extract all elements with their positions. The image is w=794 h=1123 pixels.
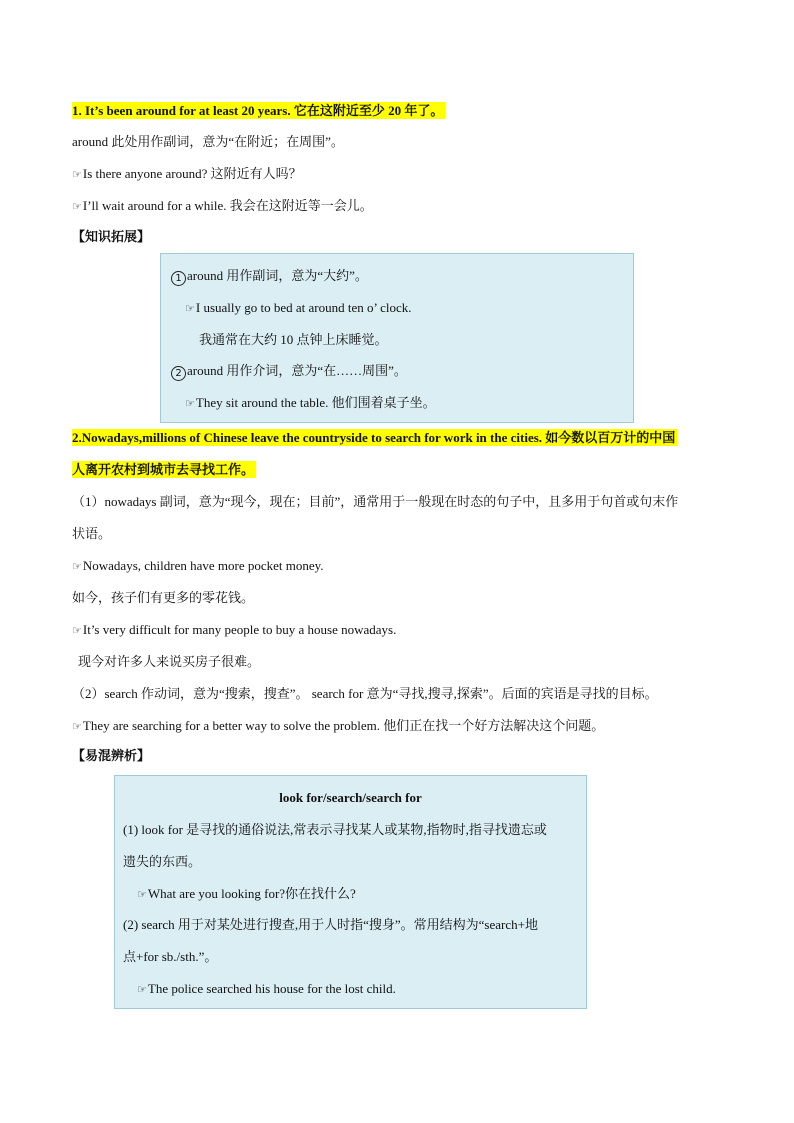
paragraph-text: （1）nowadays 副词，意为“现今，现在；目前”，通常用于一般现在时态的句子中，且多用于句首或句末作 bbox=[72, 494, 679, 509]
comparison-box bbox=[114, 775, 587, 1009]
section-2-title-cont bbox=[72, 461, 256, 479]
box-point bbox=[171, 362, 407, 381]
example-sentence bbox=[185, 299, 412, 318]
example-sentence bbox=[72, 557, 324, 576]
hand-pointer-icon: ☞ bbox=[72, 168, 82, 181]
highlighted-title: 2.Nowadays,millions of Chinese leave the countryside to search for work in the cities. 如今数以百万计的中国 bbox=[72, 430, 676, 445]
point-text: around 用作介词，意为“在……周围”。 bbox=[187, 363, 407, 378]
paragraph-text: （2）search 作动词，意为“搜索，搜查”。 search for 意为“寻找,搜寻,探索”。后面的宾语是寻找的目标。 bbox=[72, 686, 658, 701]
section-1-title bbox=[72, 102, 445, 120]
example-sentence bbox=[72, 197, 373, 216]
hand-pointer-icon: ☞ bbox=[185, 302, 195, 315]
example-text: The police searched his house for the lost child. bbox=[147, 981, 396, 996]
example-translation: 现今对许多人来说买房子很难。 bbox=[78, 654, 261, 669]
box-paragraph: 遗失的东西。 bbox=[123, 854, 202, 869]
example-text: They sit around the table. 他们围着桌子坐。 bbox=[195, 395, 436, 410]
box-paragraph: 点+for sb./sth.”。 bbox=[123, 949, 218, 964]
example-text: They are searching for a better way to solve the problem. 他们正在找一个好方法解决这个问题。 bbox=[82, 718, 605, 733]
circled-number: 2 bbox=[171, 366, 186, 381]
example-text: I’ll wait around for a while. 我会在这附近等一会儿。 bbox=[82, 198, 373, 213]
hand-pointer-icon: ☞ bbox=[72, 624, 82, 637]
box-paragraph: (1) look for 是寻找的通俗说法,常表示寻找某人或某物,指物时,指寻找遗忘或 bbox=[123, 822, 547, 837]
explanation-text: around 此处用作副词，意为“在附近；在周围”。 bbox=[72, 134, 344, 149]
highlighted-title: 1. It’s been around for at least 20 years. 它在这附近至少 20 年了。 bbox=[72, 103, 444, 118]
hand-pointer-icon: ☞ bbox=[185, 397, 195, 410]
example-sentence bbox=[137, 885, 356, 904]
example-sentence bbox=[72, 165, 302, 184]
hand-pointer-icon: ☞ bbox=[137, 983, 147, 996]
point-text: around 用作副词，意为“大约”。 bbox=[187, 268, 368, 283]
example-text: Nowadays, children have more pocket money. bbox=[82, 558, 324, 573]
section-2-title bbox=[72, 429, 677, 447]
box-heading: look for/search/search for bbox=[279, 790, 422, 805]
box-paragraph: (2) search 用于对某处进行搜查,用于人时指“搜身”。常用结构为“search+地 bbox=[123, 917, 538, 932]
example-text: It’s very difficult for many people to buy a house nowadays. bbox=[82, 622, 397, 637]
example-text: What are you looking for?你在找什么? bbox=[147, 886, 356, 901]
section-tag: 【易混辨析】 bbox=[72, 749, 151, 764]
hand-pointer-icon: ☞ bbox=[137, 888, 147, 901]
paragraph-text: 状语。 bbox=[72, 526, 112, 541]
example-sentence bbox=[72, 621, 396, 640]
hand-pointer-icon: ☞ bbox=[72, 560, 82, 573]
example-text: Is there anyone around? 这附近有人吗？ bbox=[82, 166, 302, 181]
example-sentence bbox=[185, 394, 436, 413]
example-text: I usually go to bed at around ten o’ clock. bbox=[195, 300, 412, 315]
highlighted-title: 人离开农村到城市去寻找工作。 bbox=[72, 462, 255, 477]
hand-pointer-icon: ☞ bbox=[72, 200, 82, 213]
circled-number: 1 bbox=[171, 271, 186, 286]
example-sentence bbox=[72, 717, 604, 736]
box-point bbox=[171, 267, 368, 286]
section-tag: 【知识拓展】 bbox=[72, 230, 151, 245]
example-translation: 我通常在大约 10 点钟上床睡觉。 bbox=[199, 332, 388, 347]
hand-pointer-icon: ☞ bbox=[72, 720, 82, 733]
knowledge-box bbox=[160, 253, 634, 423]
example-sentence bbox=[137, 980, 396, 999]
example-translation: 如今，孩子们有更多的零花钱。 bbox=[72, 590, 255, 605]
